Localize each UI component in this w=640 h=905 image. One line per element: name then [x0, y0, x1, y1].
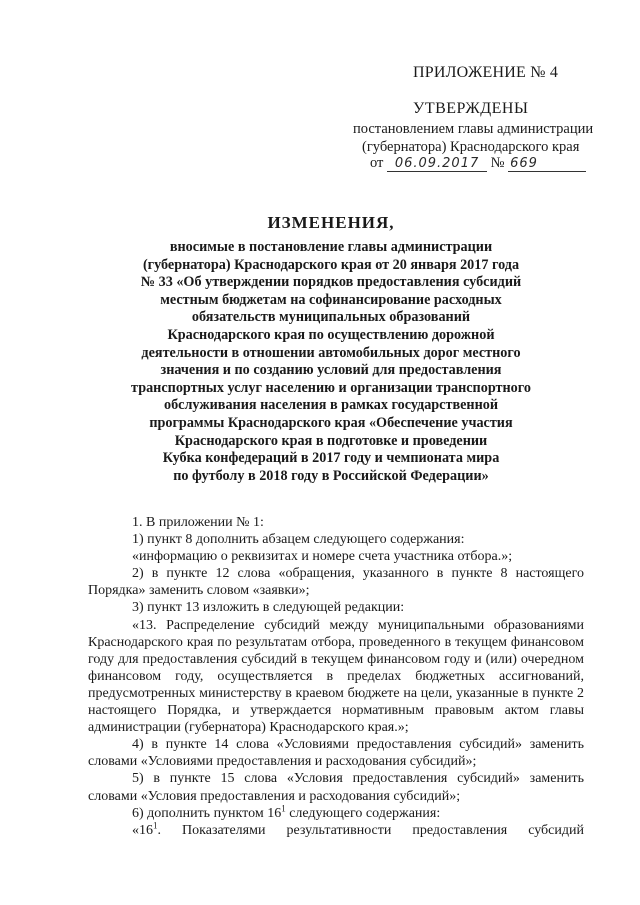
- subtitle-line: (губернатора) Краснодарского края от 20 января 2017 года: [142, 256, 520, 273]
- date-number-line: [370, 155, 586, 172]
- body-paragraph: 2) в пункте 12 слова «обращения, указанного в пункте 8 настоящего Порядка» заменить словом «заявки»;: [88, 566, 584, 599]
- document-title: ИЗМЕНЕНИЯ,: [267, 213, 395, 232]
- date-prefix: от: [370, 155, 384, 171]
- subtitle-line: деятельности в отношении автомобильных дорог местного: [141, 344, 521, 361]
- approved-by-line-2: (губернатора) Краснодарского края: [362, 139, 580, 155]
- appendix-label: ПРИЛОЖЕНИЕ № 4: [413, 64, 559, 81]
- superscript: 1: [281, 802, 286, 813]
- subtitle-line: программы Краснодарского края «Обеспечение участия: [149, 414, 513, 431]
- title-block: [0, 213, 640, 485]
- number-prefix: №: [490, 155, 505, 171]
- body-paragraph: 1) пункт 8 дополнить абзацем следующего содержания:: [132, 532, 465, 548]
- body-paragraph: 1. В приложении № 1:: [132, 515, 264, 530]
- body-paragraph: «13. Распределение субсидий между муниципальными образованиями Краснодарского края по результатам отбора, проведенного в текущем финансовом году для предоставления субсидий в текущем финансовом году и (или) очередном финансовом году, осуществляется в пределах бюджетных ассигнований, предусмотренных министерству в краевом бюджете на цели, указанные в пункте 2 настоящего Порядка, и утверждается нормативным правовым актом главы администрации (губернатора) Краснодарского края.»;: [88, 617, 584, 736]
- subtitle-line: обслуживания населения в рамках государственной: [163, 397, 499, 414]
- subtitle-line: № 33 «Об утверждении порядков предоставления субсидий: [140, 274, 522, 291]
- subtitle-line: Краснодарского края в подготовке и проведении: [174, 432, 488, 449]
- approved-by-line-1: постановлением главы администрации: [353, 121, 594, 137]
- body-paragraph: 4) в пункте 14 слова «Условиями предоставления субсидий» заменить словами «Условиями предоставления и расходования субсидий»;: [88, 737, 584, 770]
- body-paragraph: [88, 822, 584, 839]
- subtitle-line: Краснодарского края по осуществлению дорожной: [167, 326, 495, 343]
- subtitle-line: Кубка конфедераций в 2017 году и чемпионата мира: [162, 450, 500, 467]
- subtitle-line: транспортных услуг населению и организации транспортного: [131, 379, 531, 396]
- paragraph-text: 6) дополнить пунктом 16: [132, 805, 282, 821]
- body-paragraph: 3) пункт 13 изложить в следующей редакции:: [132, 600, 405, 616]
- subtitle-line: обязательств муниципальных образований: [191, 309, 471, 326]
- document-subtitle: [94, 239, 546, 485]
- document-body: [88, 514, 584, 839]
- body-paragraph: 5) в пункте 15 слова «Условия предоставления субсидий» заменить словами «Условия предоставления и расходования субсидий»;: [88, 771, 584, 804]
- paragraph-text: «16: [132, 822, 153, 838]
- subtitle-line: местным бюджетам на софинансирование расходных: [160, 291, 502, 308]
- subtitle-line: вносимые в постановление главы администрации: [169, 239, 493, 255]
- subtitle-line: по футболу в 2018 году в Российской Федерации»: [173, 467, 489, 484]
- approved-label: УТВЕРЖДЕНЫ: [413, 100, 529, 117]
- paragraph-text: . Показателями результативности предоставления субсидий: [157, 822, 584, 838]
- paragraph-text: следующего содержания:: [285, 805, 441, 821]
- handwritten-date: 06.09.2017: [387, 156, 487, 172]
- body-paragraph: «информацию о реквизитах и номере счета участника отбора.»;: [132, 549, 513, 565]
- subtitle-line: значения и по созданию условий для предоставления: [160, 362, 502, 379]
- body-paragraph: [88, 802, 584, 822]
- handwritten-number: 669: [508, 156, 586, 172]
- superscript: 1: [153, 820, 158, 831]
